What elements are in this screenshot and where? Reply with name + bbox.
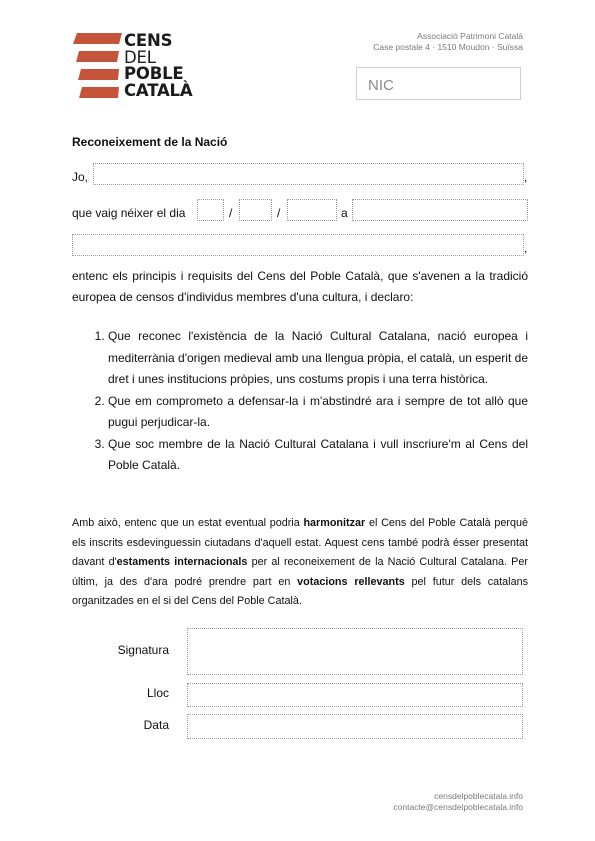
date-slash-1: / (229, 206, 233, 220)
signatura-label: Signatura (117, 643, 169, 657)
a-label: a (341, 206, 348, 220)
footer-email: contacte@censdelpoblecatala.info (393, 802, 523, 812)
date-field[interactable] (187, 714, 523, 739)
org-address: Case postale 4 · 1510 Moudon · Suïssa (373, 42, 523, 52)
org-name: Associació Patrimoni Català (417, 31, 523, 41)
comma-2: , (524, 241, 528, 255)
birth-text: que vaig néixer el dia (72, 206, 186, 220)
birth-place-field[interactable] (352, 199, 528, 221)
birth-day-field[interactable] (197, 199, 224, 221)
logo-stripes-icon (73, 33, 123, 99)
declaration-item: 3. Que soc membre de la Nació Cultural Catalana i vull inscriure'm al Cens del Poble Català. (108, 434, 528, 477)
data-label: Data (143, 718, 169, 732)
signature-field[interactable] (187, 628, 523, 675)
declaration-item: 1. Que reconec l'existència de la Nació Cultural Catalana, nació europea i mediterrània d'origen medieval amb una llengua pròpia, el català, un esperit de dret i unes institucions pròpies, uns costums propis i una terra històrica. (108, 326, 528, 391)
logo-text-del: DEL (124, 48, 156, 67)
address-field[interactable] (72, 234, 524, 256)
birth-year-field[interactable] (287, 199, 337, 221)
intro-paragraph: entenc els principis i requisits del Cens del Poble Català, que s'avenen a la tradició europea de censos d'individus membres d'una cultura, i declaro: (72, 269, 528, 304)
comma-1: , (524, 170, 528, 184)
declaration-item: 2. Que em comprometo a defensar-la i m'abstindré ara i sempre de tot allò que pugui perjudicar-la. (108, 391, 528, 434)
declarations-list (72, 326, 528, 477)
lloc-field[interactable] (187, 683, 523, 707)
name-field[interactable] (93, 163, 524, 185)
closing-paragraph: Amb això, entenc que un estat eventual podria harmonitzar el Cens del Poble Català perquè els inscrits esdevinguessin ciutadans d'aquell estat. Aquest cens també podrà ésser presentat davant d'estaments internacionals per al reconeixement de la Nació Cultural Catalana. Per últim, ja des d'ara podré prendre part en votacions rellevants pel futur dels catalans organitzades en el si del Cens del Poble Català. (72, 517, 528, 607)
nic-label: NIC (368, 77, 394, 94)
footer-website: censdelpoblecatala.info (434, 791, 523, 801)
jo-label: Jo, (72, 170, 89, 184)
birth-month-field[interactable] (239, 199, 272, 221)
date-slash-2: / (277, 206, 281, 220)
logo-text-poble: POBLE (124, 64, 184, 83)
section-title: Reconeixement de la Nació (72, 135, 228, 149)
lloc-label: Lloc (146, 686, 169, 700)
logo-text-catala: CATALÀ (124, 81, 193, 100)
logo-text-cens: CENS (124, 31, 173, 50)
